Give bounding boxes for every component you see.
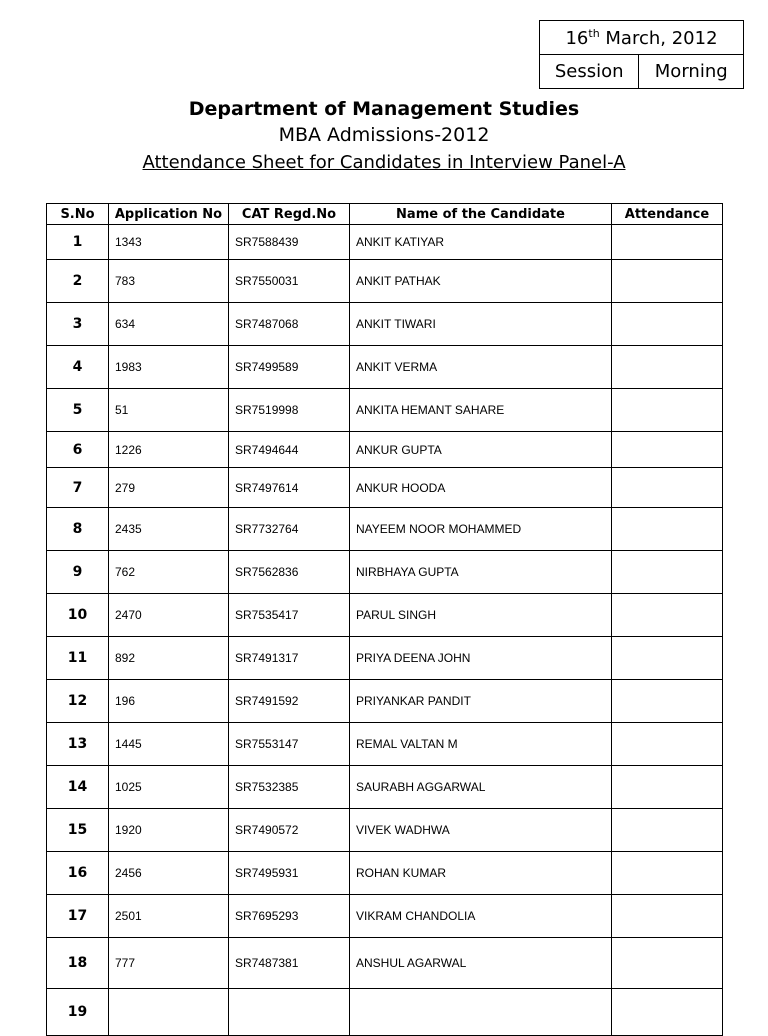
serial-number-cell: 15 [47,809,109,852]
application-no-cell [109,989,229,1036]
serial-number-cell: 3 [47,303,109,346]
attendance-cell[interactable] [612,680,723,723]
application-no-cell: 279 [109,468,229,508]
application-no-cell: 1983 [109,346,229,389]
table-row [47,303,723,346]
cat-regd-no-cell: SR7497614 [229,468,350,508]
column-header-application-no: Application No [109,204,229,225]
application-no-cell: 1445 [109,723,229,766]
serial-number-cell: 16 [47,852,109,895]
candidate-name-cell: PRIYANKAR PANDIT [350,680,612,723]
serial-number-cell: 7 [47,468,109,508]
table-row [47,346,723,389]
serial-number-cell: 17 [47,895,109,938]
column-header-candidate-name: Name of the Candidate [350,204,612,225]
candidate-name-cell: VIVEK WADHWA [350,809,612,852]
interview-date: 16th March, 2012 [540,21,744,55]
table-row [47,766,723,809]
attendance-cell[interactable] [612,260,723,303]
application-no-cell: 2435 [109,508,229,551]
candidate-name-cell: ANKIT KATIYAR [350,225,612,260]
department-title: Department of Management Studies [188,98,580,120]
candidate-name-cell: ANKIT TIWARI [350,303,612,346]
attendance-cell[interactable] [612,938,723,989]
attendance-cell[interactable] [612,594,723,637]
serial-number-cell: 8 [47,508,109,551]
candidate-name-cell: ANKIT VERMA [350,346,612,389]
attendance-cell[interactable] [612,508,723,551]
serial-number-cell: 6 [47,432,109,468]
serial-number-cell: 5 [47,389,109,432]
attendance-cell[interactable] [612,551,723,594]
attendance-cell[interactable] [612,346,723,389]
application-no-cell: 777 [109,938,229,989]
cat-regd-no-cell: SR7491592 [229,680,350,723]
candidate-name-cell [350,989,612,1036]
serial-number-cell: 18 [47,938,109,989]
cat-regd-no-cell: SR7535417 [229,594,350,637]
candidate-name-cell: ANSHUL AGARWAL [350,938,612,989]
candidate-name-cell: ANKITA HEMANT SAHARE [350,389,612,432]
cat-regd-no-cell: SR7499589 [229,346,350,389]
attendance-table [46,203,723,1036]
attendance-cell[interactable] [612,852,723,895]
session-value: Morning [639,55,744,89]
serial-number-cell: 10 [47,594,109,637]
attendance-cell[interactable] [612,637,723,680]
application-no-cell: 2470 [109,594,229,637]
candidate-name-cell: REMAL VALTAN M [350,723,612,766]
cat-regd-no-cell: SR7491317 [229,637,350,680]
application-no-cell: 1226 [109,432,229,468]
column-header-attendance: Attendance [612,204,723,225]
serial-number-cell: 4 [47,346,109,389]
cat-regd-no-cell: SR7695293 [229,895,350,938]
attendance-cell[interactable] [612,766,723,809]
attendance-cell[interactable] [612,723,723,766]
serial-number-cell: 9 [47,551,109,594]
column-header-cat-regd-no: CAT Regd.No [229,204,350,225]
cat-regd-no-cell: SR7562836 [229,551,350,594]
cat-regd-no-cell: SR7553147 [229,723,350,766]
attendance-cell[interactable] [612,389,723,432]
table-row [47,637,723,680]
cat-regd-no-cell: SR7490572 [229,809,350,852]
attendance-cell[interactable] [612,989,723,1036]
application-no-cell: 2501 [109,895,229,938]
application-no-cell: 1025 [109,766,229,809]
table-header-row [47,204,723,225]
session-info-box [539,20,744,89]
cat-regd-no-cell: SR7732764 [229,508,350,551]
attendance-cell[interactable] [612,432,723,468]
application-no-cell: 1343 [109,225,229,260]
candidate-name-cell: NAYEEM NOOR MOHAMMED [350,508,612,551]
candidate-name-cell: VIKRAM CHANDOLIA [350,895,612,938]
cat-regd-no-cell: SR7494644 [229,432,350,468]
attendance-cell[interactable] [612,468,723,508]
table-row [47,852,723,895]
attendance-cell[interactable] [612,809,723,852]
table-row [47,809,723,852]
candidate-name-cell: PRIYA DEENA JOHN [350,637,612,680]
table-body [47,225,723,1036]
candidate-name-cell: ANKUR GUPTA [350,432,612,468]
sheet-title: Attendance Sheet for Candidates in Interview Panel-A [142,152,626,173]
candidate-name-cell: SAURABH AGGARWAL [350,766,612,809]
cat-regd-no-cell: SR7550031 [229,260,350,303]
session-label: Session [540,55,639,89]
application-no-cell: 196 [109,680,229,723]
application-no-cell: 892 [109,637,229,680]
table-row [47,723,723,766]
table-row [47,508,723,551]
application-no-cell: 762 [109,551,229,594]
serial-number-cell: 14 [47,766,109,809]
table-row [47,432,723,468]
table-row [47,260,723,303]
attendance-cell[interactable] [612,225,723,260]
serial-number-cell: 19 [47,989,109,1036]
admissions-title: MBA Admissions-2012 [278,124,490,146]
application-no-cell: 634 [109,303,229,346]
table-row [47,225,723,260]
cat-regd-no-cell: SR7519998 [229,389,350,432]
serial-number-cell: 13 [47,723,109,766]
cat-regd-no-cell: SR7532385 [229,766,350,809]
cat-regd-no-cell: SR7495931 [229,852,350,895]
cat-regd-no-cell [229,989,350,1036]
candidate-name-cell: ROHAN KUMAR [350,852,612,895]
candidate-name-cell: PARUL SINGH [350,594,612,637]
table-row [47,594,723,637]
document-heading [0,96,768,178]
candidate-name-cell: ANKUR HOODA [350,468,612,508]
attendance-cell[interactable] [612,895,723,938]
application-no-cell: 2456 [109,852,229,895]
table-row [47,938,723,989]
table-row [47,895,723,938]
candidate-name-cell: NIRBHAYA GUPTA [350,551,612,594]
serial-number-cell: 11 [47,637,109,680]
table-row [47,989,723,1036]
table-row [47,389,723,432]
cat-regd-no-cell: SR7487068 [229,303,350,346]
serial-number-cell: 12 [47,680,109,723]
application-no-cell: 1920 [109,809,229,852]
serial-number-cell: 2 [47,260,109,303]
table-row [47,468,723,508]
table-row [47,680,723,723]
application-no-cell: 783 [109,260,229,303]
column-header-sno: S.No [47,204,109,225]
candidate-name-cell: ANKIT PATHAK [350,260,612,303]
cat-regd-no-cell: SR7588439 [229,225,350,260]
attendance-cell[interactable] [612,303,723,346]
serial-number-cell: 1 [47,225,109,260]
table-row [47,551,723,594]
application-no-cell: 51 [109,389,229,432]
cat-regd-no-cell: SR7487381 [229,938,350,989]
